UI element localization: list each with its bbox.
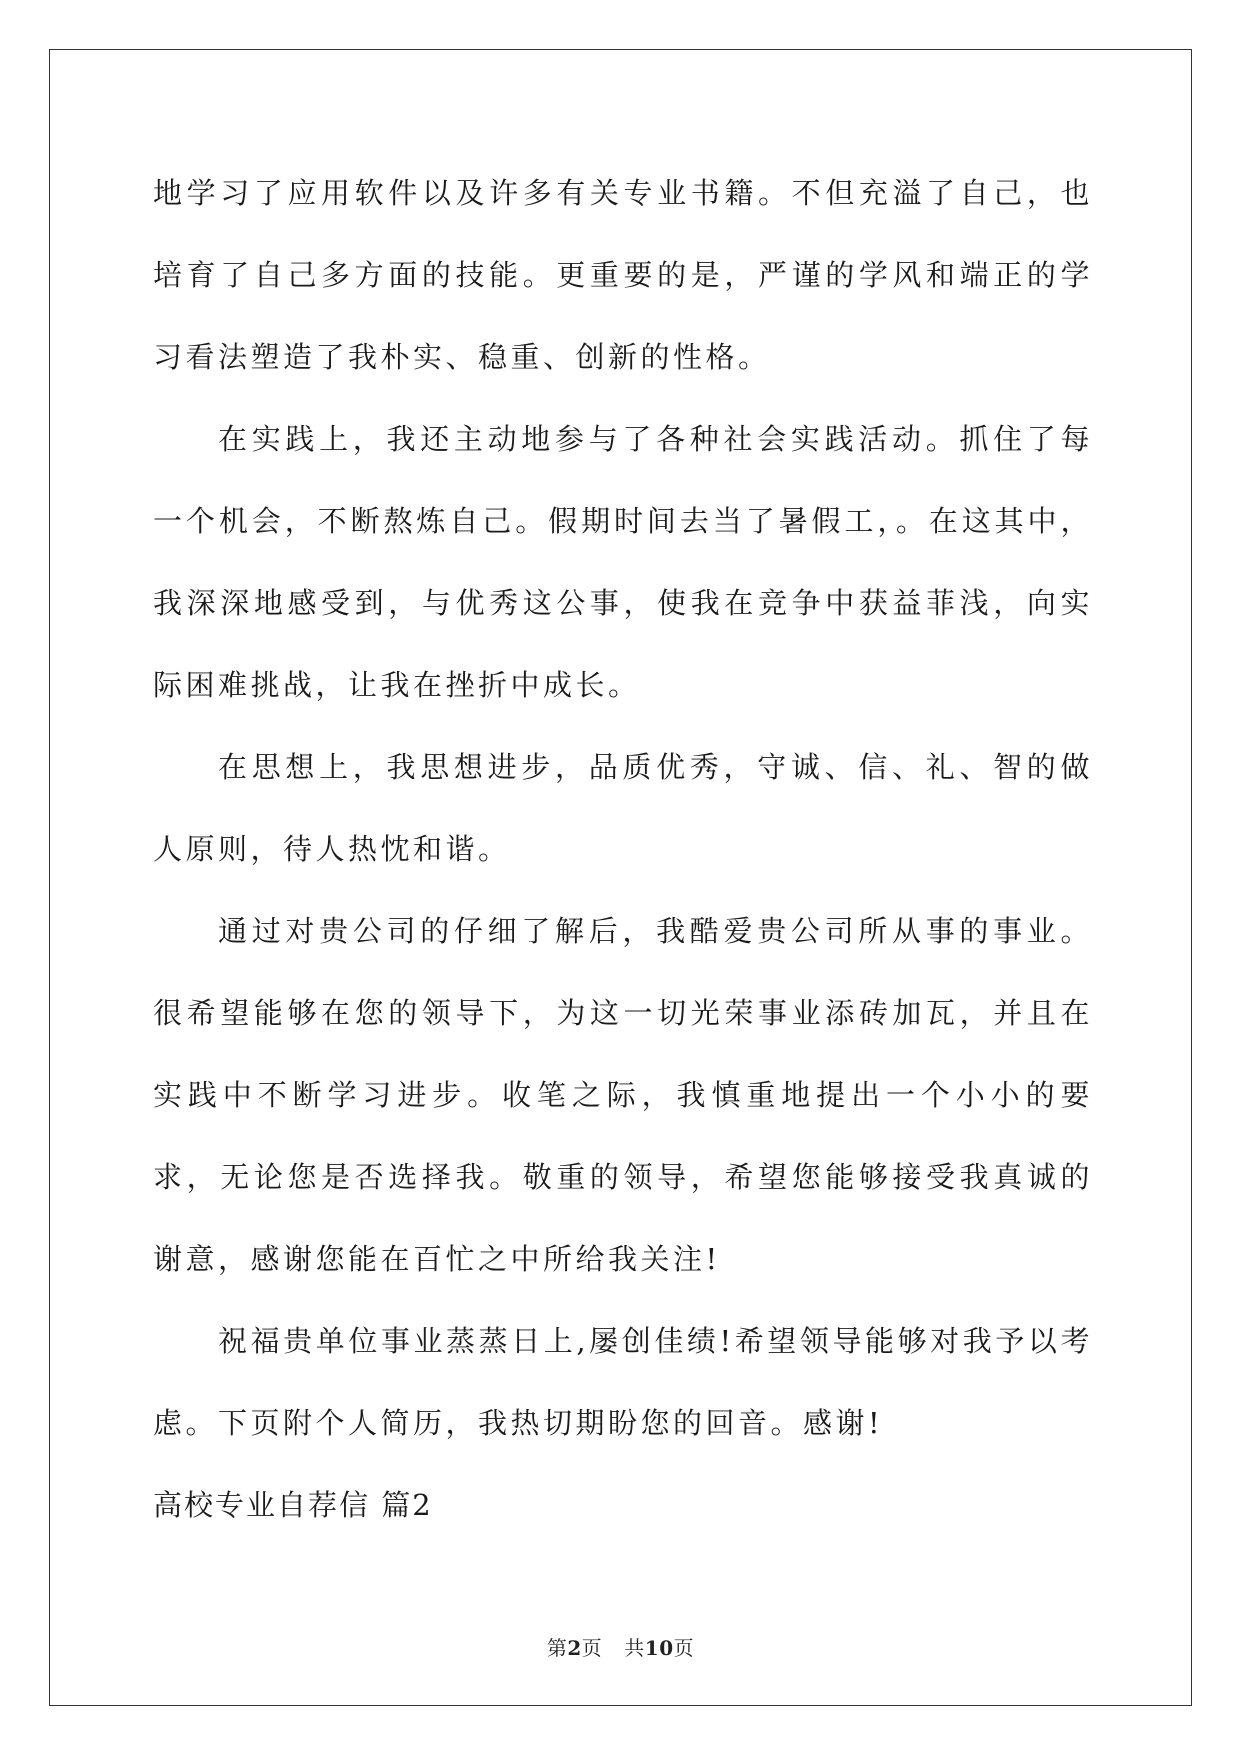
paragraph-5: 祝福贵单位事业蒸蒸日上,屡创佳绩!希望领导能够对我予以考虑。下页附个人简历，我热切期盼您的回音。感谢! <box>153 1324 1093 1440</box>
page-suffix: 页 <box>581 1636 603 1660</box>
paragraph-3: 在思想上，我思想进步，品质优秀，守诚、信、礼、智的做人原则，待人热忱和谐。 <box>153 750 1093 866</box>
section-heading: 高校专业自荐信 篇2 <box>153 1488 433 1522</box>
page-current: 2 <box>567 1636 582 1660</box>
paragraph-1: 地学习了应用软件以及许多有关专业书籍。不但充溢了自己，也培育了自己多方面的技能。更重要的是，严谨的学风和端正的学习看法塑造了我朴实、稳重、创新的性格。 <box>153 176 1093 374</box>
paragraph-4: 通过对贵公司的仔细了解后，我酷爱贵公司所从事的事业。很希望能够在您的领导下，为这一切光荣事业添砖加瓦，并且在实践中不断学习进步。收笔之际，我慎重地提出一个小小的要求，无论您是否选择我。敬重的领导，希望您能够接受我真诚的谢意，感谢您能在百忙之中所给我关注! <box>153 914 1093 1276</box>
total-pages: 10 <box>644 1636 674 1660</box>
total-prefix: 共 <box>624 1636 645 1660</box>
document-body <box>153 152 1093 1546</box>
total-suffix: 页 <box>673 1636 695 1660</box>
page-prefix: 第 <box>546 1636 568 1660</box>
paragraph-2: 在实践上，我还主动地参与了各种社会实践活动。抓住了每一个机会，不断熬炼自己。假期时间去当了暑假工，。在这其中，我深深地感受到，与优秀这公事，使我在竞争中获益菲浅，向实际困难挑战，让我在挫折中成长。 <box>153 422 1093 702</box>
page-footer <box>0 1632 1241 1661</box>
